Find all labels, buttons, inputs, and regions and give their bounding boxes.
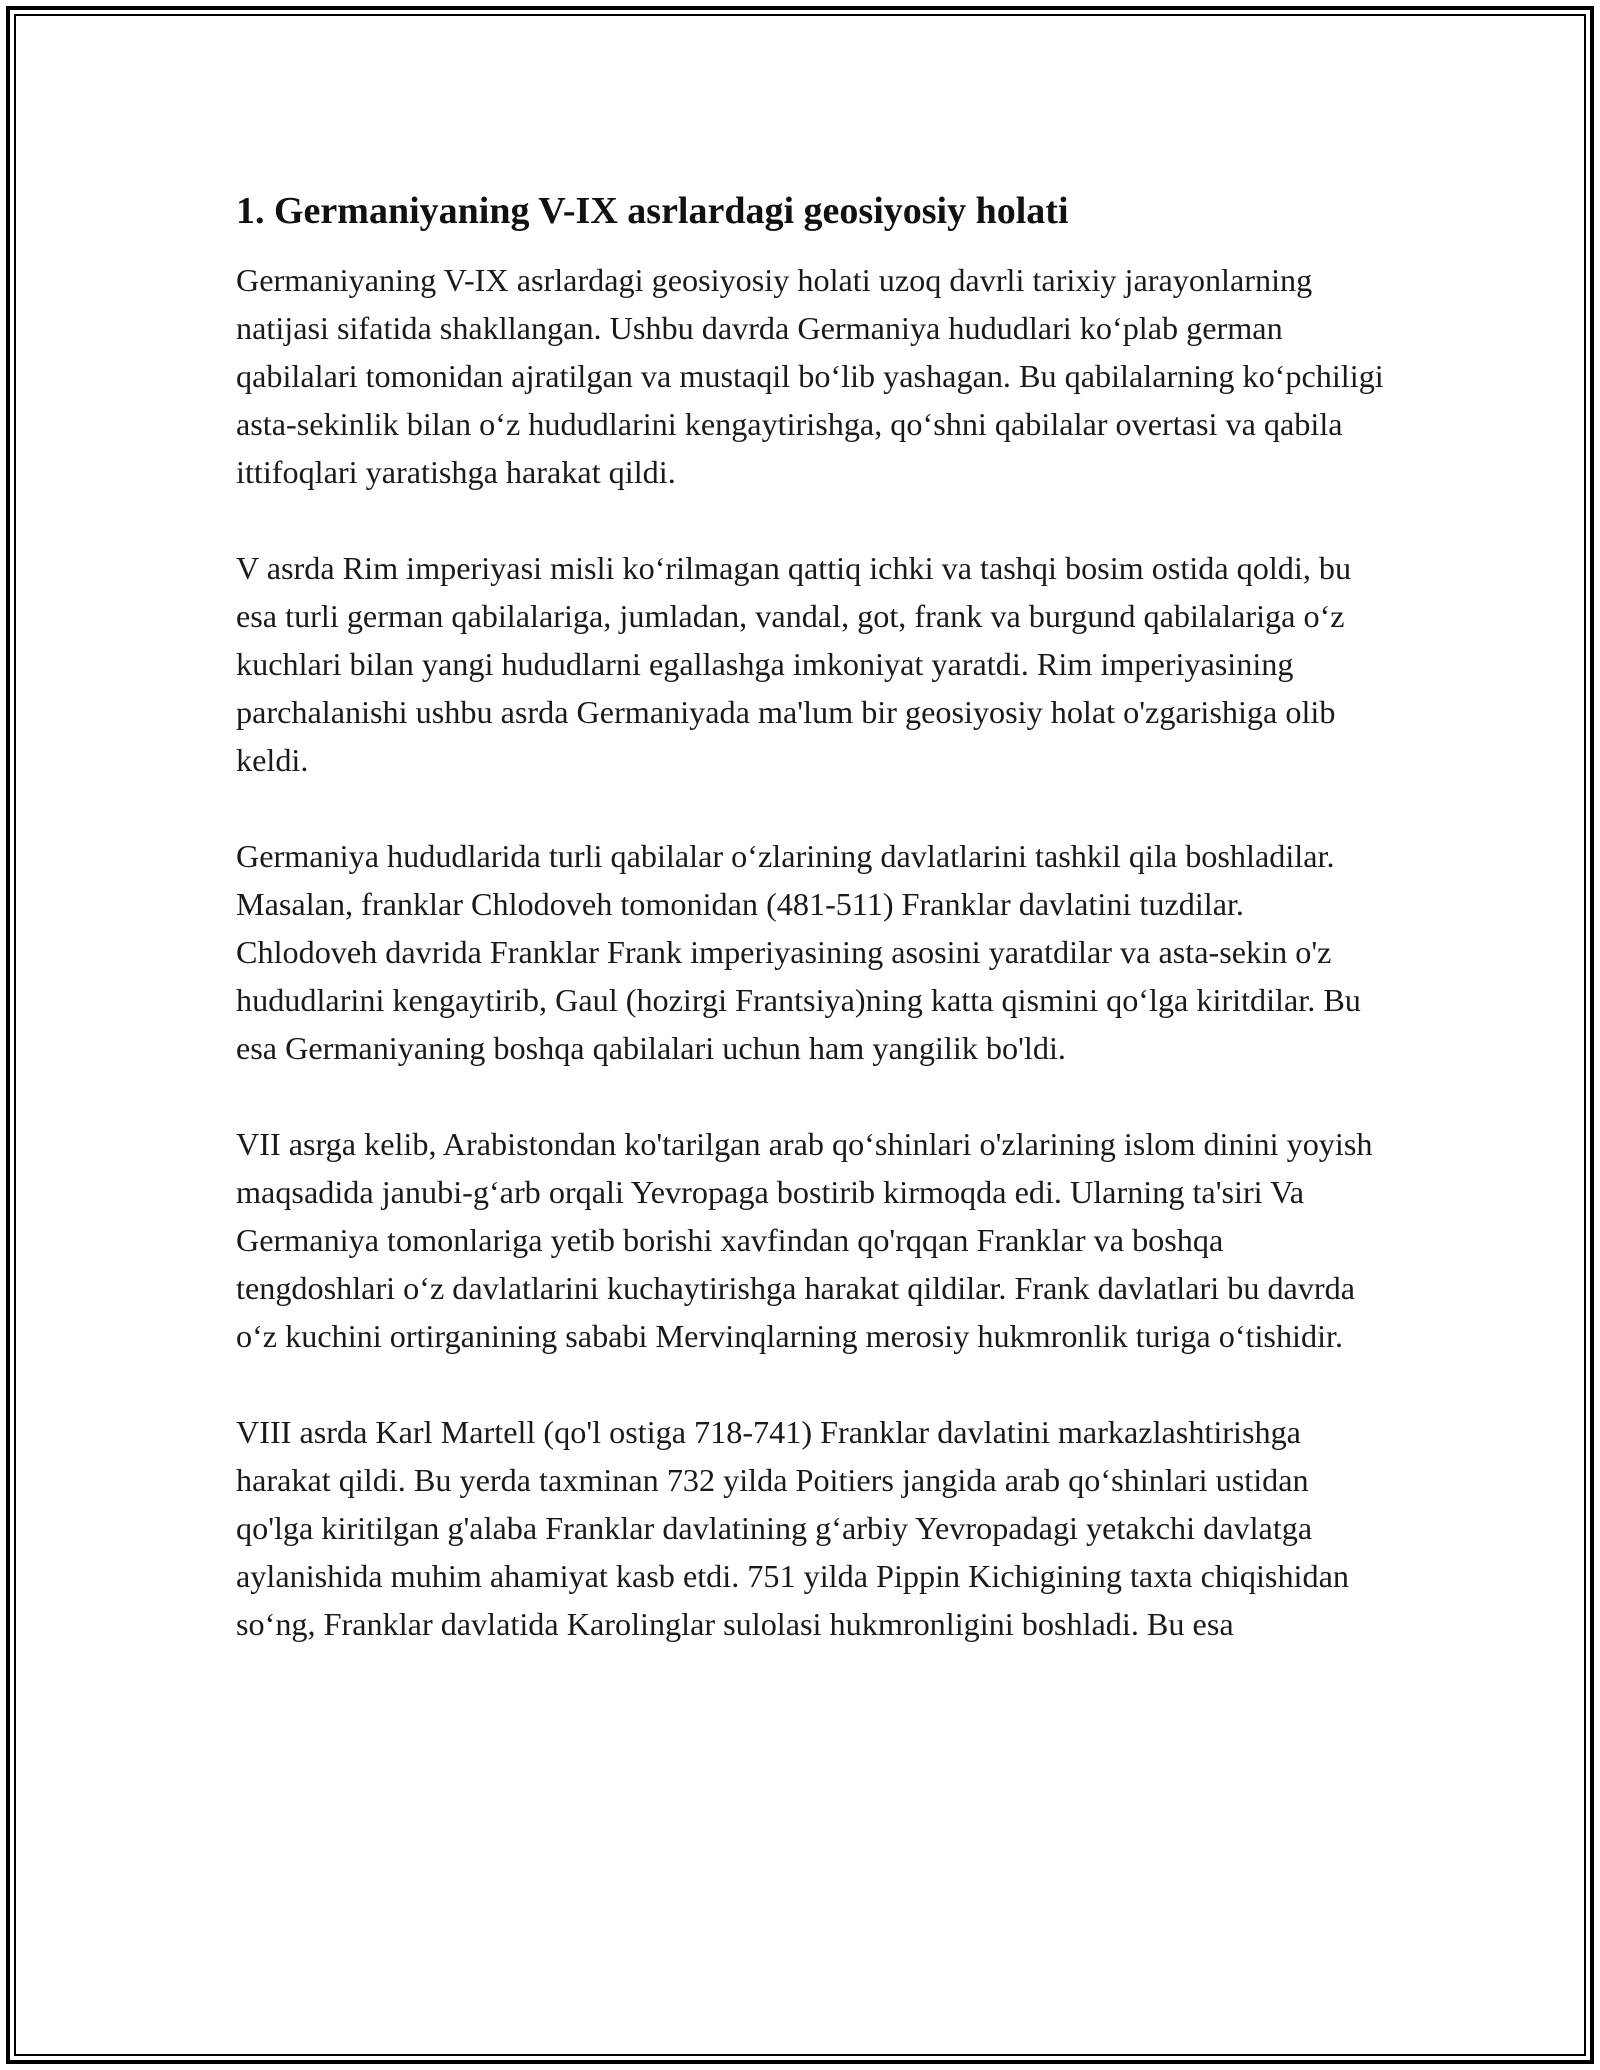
paragraph-2: V asrda Rim imperiyasi misli ko‘rilmagan qattiq ichki va tashqi bosim ostida qoldi, bu esa turli german qabilalariga, jumladan, vandal, got, frank va burgund qabilalariga o‘z kuchlari bilan yangi hududlarni egallashga imkoniyat yaratdi. Rim imperiyasining parchalanishi ushbu asrda Germaniyada ma'lum bir geosiyosiy holat o'zgarishiga olib keldi. (236, 550, 1352, 778)
paragraph-3: Germaniya hududlarida turli qabilalar o‘zlarining davlatlarini tashkil qila boshladilar. Masalan, franklar Chlodoveh tomonidan (481-511) Franklar davlatini tuzdilar. Chlodoveh davrida Franklar Frank imperiyasining asosini yaratdilar va asta-sekin o'z hududlarini kengaytirib, Gaul (hozirgi Frantsiya)ning katta qismini qo‘lga kiritdilar. Bu esa Germaniyaning boshqa qabilalari uchun ham yangilik bo'ldi. (236, 838, 1361, 1066)
paragraph-4: VII asrga kelib, Arabistondan ko'tarilgan arab qo‘shinlari o'zlarining islom dinini yoyish maqsadida janubi-g‘arb orqali Yevropaga bostirib kirmoqda edi. Ularning ta'siri Va Germaniya tomonlariga yetib borishi xavfindan qo'rqqan Franklar va boshqa tengdoshlari o‘z davlatlarini kuchaytirishga harakat qildilar. Frank davlatlari bu davrda o‘z kuchini ortirganining sababi Mervinqlarning merosiy hukmronlik turiga o‘tishidir. (236, 1126, 1373, 1354)
document-title: 1. Germaniyaning V-IX asrlardagi geosiyosiy holati (236, 190, 1069, 232)
paragraph-5: VIII asrda Karl Martell (qo'l ostiga 718-741) Franklar davlatini markazlashtirishga harakat qildi. Bu yerda taxminan 732 yilda Poitiers jangida arab qo‘shinlari ustidan qo'lga kiritilgan g'alaba Franklar davlatining g‘arbiy Yevropadagi yetakchi davlatga aylanishida muhim ahamiyat kasb etdi. 751 yilda Pippin Kichigining taxta chiqishidan so‘ng, Franklar davlatida Karolinglar sulolasi hukmronligini boshladi. Bu esa (236, 1414, 1349, 1642)
paragraph-1: Germaniyaning V-IX asrlardagi geosiyosiy holati uzoq davrli tarixiy jarayonlarning natijasi sifatida shakllangan. Ushbu davrda Germaniya hududlari ko‘plab german qabilalari tomonidan ajratilgan va mustaqil bo‘lib yashagan. Bu qabilalarning ko‘pchiligi asta-sekinlik bilan o‘z hududlarini kengaytirishga, qo‘shni qabilalar overtasi va qabila ittifoqlari yaratishga harakat qildi. (236, 262, 1384, 490)
document-body (236, 186, 1386, 1696)
